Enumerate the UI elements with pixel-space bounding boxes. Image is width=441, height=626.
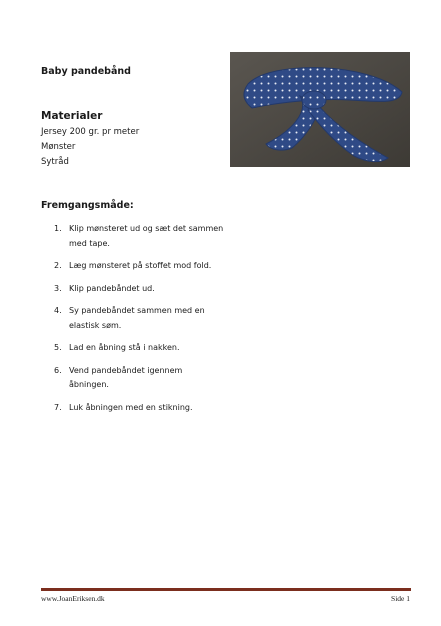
step-number: 3. — [54, 283, 62, 293]
page-number: Side 1 — [391, 594, 410, 603]
material-item: Mønster — [41, 142, 76, 152]
step-number: 4. — [54, 306, 62, 315]
step-item — [54, 282, 224, 297]
step-text: Klip pandebåndet ud. — [69, 283, 155, 293]
step-item — [54, 364, 224, 393]
method-steps — [54, 222, 224, 423]
step-text: Lad en åbning stå i nakken. — [69, 343, 180, 352]
step-item — [54, 341, 224, 356]
headband-photo — [230, 52, 410, 167]
step-number: 7. — [54, 402, 62, 412]
step-text: Luk åbningen med en stikning. — [69, 402, 193, 412]
headband-illustration — [230, 52, 410, 167]
method-heading: Fremgangsmåde: — [41, 200, 134, 211]
step-number: 6. — [54, 365, 62, 375]
footer-divider — [41, 588, 411, 591]
step-text: Klip mønsteret ud og sæt det sammen med tape. — [69, 224, 224, 248]
step-item — [54, 259, 224, 274]
step-text: Vend pandebåndet igennem åbningen. — [69, 365, 183, 389]
step-text: Læg mønsteret på stoffet mod fold. — [69, 261, 212, 270]
step-text: Sy pandebåndet sammen med en elastisk søm. — [69, 306, 205, 330]
document-title: Baby pandebånd — [41, 66, 131, 77]
step-number: 2. — [54, 261, 62, 270]
materials-heading: Materialer — [41, 110, 103, 122]
step-number: 5. — [54, 343, 62, 352]
step-item — [54, 222, 224, 251]
material-item: Sytråd — [41, 157, 69, 167]
step-item — [54, 401, 224, 416]
material-item: Jersey 200 gr. pr meter — [41, 127, 140, 137]
step-number: 1. — [54, 224, 62, 233]
materials-list — [41, 125, 139, 170]
footer-website: www.JoanEriksen.dk — [41, 594, 105, 603]
step-item — [54, 304, 224, 333]
